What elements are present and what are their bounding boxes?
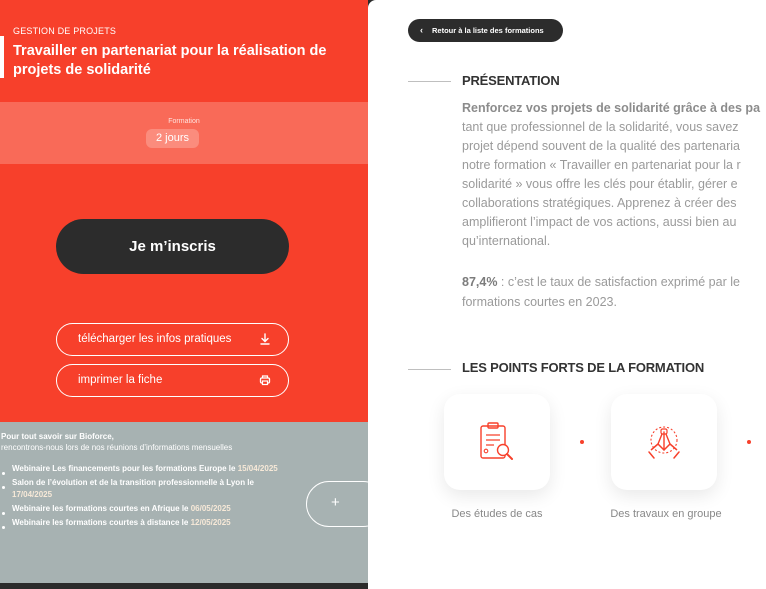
download-info-button[interactable]: [56, 323, 289, 356]
section-divider: [408, 369, 451, 370]
formation-content: [368, 0, 766, 589]
info-subheading: rencontrons-nous lors de nos réunions d’informations mensuelles: [1, 443, 233, 452]
download-icon: [258, 332, 272, 346]
strength-card-case-studies: [444, 394, 550, 490]
presentation-lead: Renforcez vos projets de solidarité grâce à des pa: [462, 101, 761, 115]
formation-title: Travailler en partenariat pour la réalisation de projets de solidarité: [13, 43, 327, 78]
printer-icon: [258, 373, 272, 387]
category-label: GESTION DE PROJETS: [13, 26, 117, 36]
events-list: [1, 463, 291, 531]
chevron-left-icon: ‹: [420, 25, 423, 35]
register-button[interactable]: Je m’inscris: [56, 219, 289, 274]
formation-sidebar: [0, 0, 368, 589]
print-sheet-button[interactable]: [56, 364, 289, 397]
print-sheet-label: imprimer la fiche: [78, 374, 163, 386]
duration-badge: 2 jours: [146, 129, 199, 148]
bottom-strip: [0, 583, 368, 589]
title-accent-bar: [0, 36, 4, 78]
strength-card-group-work: [611, 394, 717, 490]
clipboard-search-icon: [477, 420, 517, 464]
event-item[interactable]: Webinaire les formations courtes en Afrique le 06/05/2025: [1, 503, 291, 515]
separator-dot: [580, 440, 584, 444]
presentation-text: Renforcez vos projets de solidarité grâce à des pa tant que professionnel de la solidarité, vous savez projet dépend souvent de la qualité des partenaria notre formation « Travailler en partenariat pour la r solidarité » vous offre les clés pour établir, gérer e collaborations stratégiques. Apprenez à créer des amplifieront l’impact de vos actions, aussi bien au qu’international.: [462, 99, 766, 251]
strength-label: Des études de cas: [451, 508, 543, 520]
back-to-list-button[interactable]: [408, 19, 563, 42]
group-hands-icon: [644, 420, 684, 464]
separator-dot: [747, 440, 751, 444]
event-item[interactable]: Salon de l’évolution et de la transition professionnelle à Lyon le 17/04/2025: [1, 477, 291, 501]
satisfaction-stat: 87,4% : c’est le taux de satisfaction exprimé par le formations courtes en 2023.: [462, 275, 740, 309]
duration-label: Formation: [168, 118, 200, 125]
more-events-button[interactable]: [306, 481, 368, 527]
back-to-list-label: Retour à la liste des formations: [432, 26, 544, 35]
presentation-title: PRÉSENTATION: [462, 73, 560, 88]
duration-band: [0, 102, 368, 164]
strengths-title: LES POINTS FORTS DE LA FORMATION: [462, 360, 705, 375]
event-item[interactable]: Webinaire Les financements pour les formations Europe le 15/04/2025: [1, 463, 291, 475]
section-divider: [408, 81, 451, 82]
event-item[interactable]: Webinaire les formations courtes à distance le 12/05/2025: [1, 517, 291, 529]
info-meetings-panel: [0, 422, 368, 589]
download-info-label: télécharger les infos pratiques: [78, 333, 232, 345]
strength-label: Des travaux en groupe: [610, 508, 722, 520]
satisfaction-value: 87,4%: [462, 275, 498, 289]
plus-icon: +: [331, 494, 340, 511]
info-heading: Pour tout savoir sur Bioforce,: [1, 432, 114, 441]
